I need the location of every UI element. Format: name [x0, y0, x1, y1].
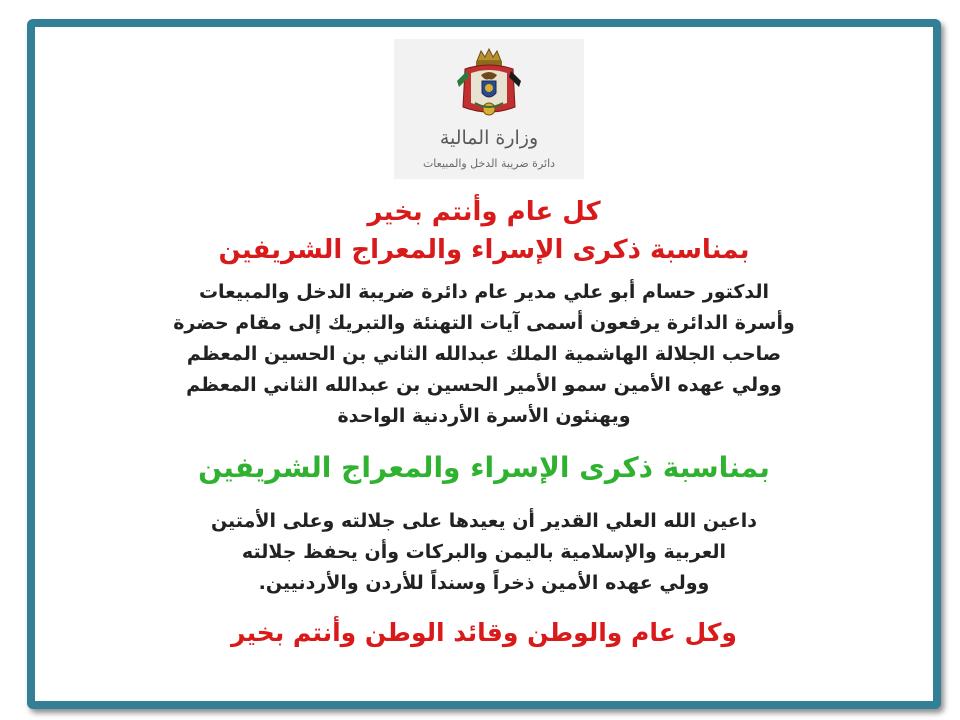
prayer-line: وولي عهده الأمين ذخراً وسنداً للأردن والأردنيين. [258, 572, 710, 594]
body-line: ويهنئون الأسرة الأردنية الواحدة [337, 405, 631, 427]
prayer-line: داعين الله العلي القدير أن يعيدها على جلالته وعلى الأمتين [210, 510, 758, 532]
congratulation-paragraph [65, 277, 903, 432]
ministry-name: وزارة المالية [439, 127, 539, 149]
closing-greeting: وكل عام والوطن وقائد الوطن وأنتم بخير [231, 618, 737, 647]
prayer-paragraph [65, 506, 903, 599]
jordan-coat-of-arms-icon [449, 47, 529, 123]
occasion-heading: بمناسبة ذكرى الإسراء والمعراج الشريفين [198, 451, 770, 484]
prayer-line: العربية والإسلامية باليمن والبركات وأن يحفظ جلالته [241, 541, 727, 563]
body-line: صاحب الجلالة الهاشمية الملك عبدالله الثاني بن الحسين المعظم [186, 343, 782, 365]
body-line: وأسرة الدائرة يرفعون أسمى آيات التهنئة والتبريك إلى مقام حضرة [173, 312, 795, 334]
greeting-line-1: كل عام وأنتم بخير [367, 197, 601, 227]
ministry-logo [394, 39, 584, 179]
announcement-card [27, 19, 941, 709]
greeting-line-2: بمناسبة ذكرى الإسراء والمعراج الشريفين [218, 235, 750, 265]
message-content [65, 193, 903, 651]
body-line: وولي عهده الأمين سمو الأمير الحسين بن عبدالله الثاني المعظم [186, 374, 782, 396]
body-line: الدكتور حسام أبو علي مدير عام دائرة ضريبة الدخل والمبيعات [198, 281, 770, 303]
greeting-heading [65, 193, 903, 269]
department-name: دائرة ضريبة الدخل والمبيعات [422, 157, 556, 170]
